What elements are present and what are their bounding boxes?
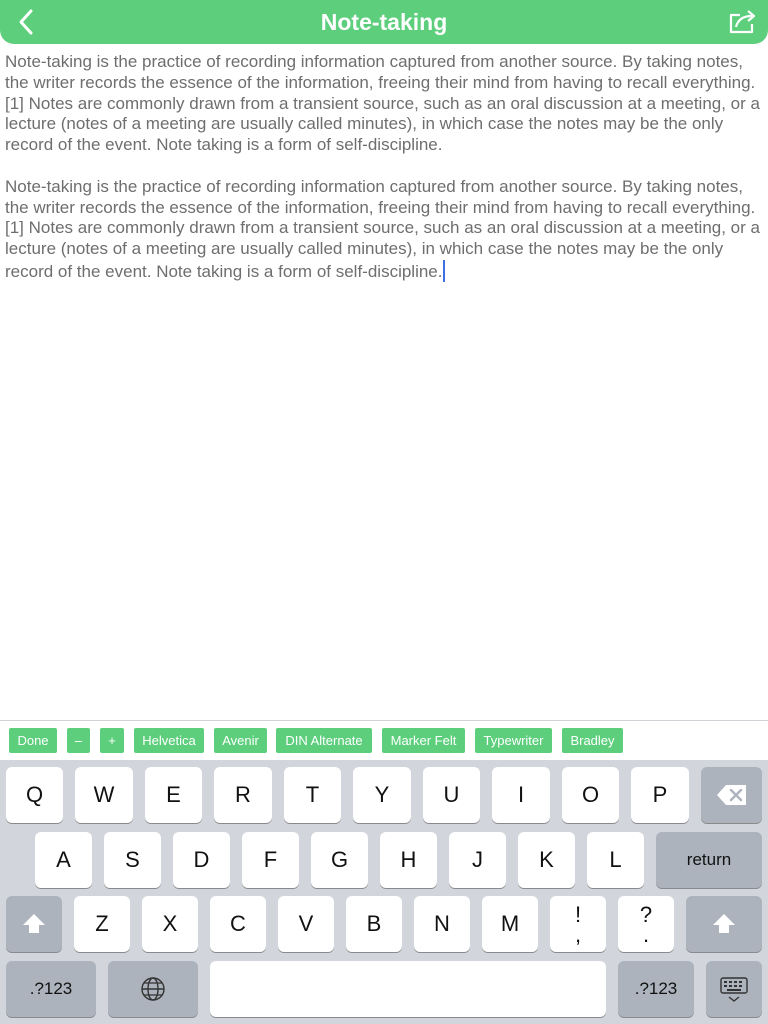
numbers-key-left[interactable]: .?123 [6, 961, 96, 1017]
text-caret [443, 260, 445, 282]
key-a[interactable]: A [35, 832, 92, 888]
key-g[interactable]: G [311, 832, 368, 888]
key-t[interactable]: T [284, 767, 341, 823]
key-c[interactable]: C [210, 896, 266, 952]
page-title: Note-taking [320, 9, 448, 35]
key-i[interactable]: I [492, 767, 550, 823]
key-question-period-label: ? . [639, 902, 653, 948]
key-l[interactable]: L [587, 832, 644, 888]
note-paragraph-text[interactable]: Note-taking is the practice of recording information captured from another source. By taking notes, the writer records the essence of the information, freeing their mind from having to recall everything.[1] Notes are commonly drawn from a transient source, such as an oral discussion at a meeting, or a lecture (notes of a meeting are usually called minutes), in which case the notes may be the only record of the event. Note taking is a form of self-discipline. [5, 176, 760, 281]
share-button[interactable] [728, 8, 758, 36]
key-o[interactable]: O [562, 767, 619, 823]
keyboard-dismiss-icon [719, 961, 749, 1017]
key-question-period[interactable] [618, 896, 674, 952]
space-key[interactable] [210, 961, 606, 1017]
shift-icon [21, 896, 47, 952]
navigation-bar [0, 0, 768, 44]
onscreen-keyboard [0, 760, 768, 1024]
key-z[interactable]: Z [74, 896, 130, 952]
key-j[interactable]: J [449, 832, 506, 888]
shift-key-left[interactable] [6, 896, 62, 952]
done-button[interactable]: Done [9, 728, 57, 753]
key-v[interactable]: V [278, 896, 334, 952]
font-din-alternate-button[interactable]: DIN Alternate [276, 728, 372, 753]
key-exclamation-comma-label: ! , [574, 902, 582, 948]
globe-icon [140, 961, 166, 1017]
key-n[interactable]: N [414, 896, 470, 952]
key-p[interactable]: P [631, 767, 689, 823]
key-e[interactable]: E [145, 767, 202, 823]
key-h[interactable]: H [380, 832, 437, 888]
key-w[interactable]: W [75, 767, 133, 823]
globe-key[interactable] [108, 961, 198, 1017]
font-typewriter-button[interactable]: Typewriter [475, 728, 552, 753]
key-exclamation-comma[interactable] [550, 896, 606, 952]
key-q[interactable]: Q [6, 767, 63, 823]
key-f[interactable]: F [242, 832, 299, 888]
shift-icon [711, 896, 737, 952]
increase-font-button[interactable]: + [100, 728, 124, 753]
return-key[interactable]: return [656, 832, 762, 888]
note-paragraph[interactable]: Note-taking is the practice of recording information captured from another source. By taking notes, the writer records the essence of the information, freeing their mind from having to recall everything.[1] Notes are commonly drawn from a transient source, such as an oral discussion at a meeting, or a lecture (notes of a meeting are usually called minutes), in which case the notes may be the only record of the event. Note taking is a form of self-discipline. [5, 52, 760, 155]
note-paragraph[interactable] [5, 177, 765, 283]
font-marker-felt-button[interactable]: Marker Felt [382, 728, 465, 753]
backspace-key[interactable] [701, 767, 762, 823]
key-r[interactable]: R [214, 767, 272, 823]
key-s[interactable]: S [104, 832, 161, 888]
font-helvetica-button[interactable]: Helvetica [134, 728, 204, 753]
key-u[interactable]: U [423, 767, 480, 823]
dismiss-keyboard-key[interactable] [706, 961, 762, 1017]
key-m[interactable]: M [482, 896, 538, 952]
share-icon [728, 8, 758, 36]
numbers-key-right[interactable]: .?123 [618, 961, 694, 1017]
key-y[interactable]: Y [353, 767, 411, 823]
font-avenir-button[interactable]: Avenir [214, 728, 267, 753]
decrease-font-button[interactable]: – [67, 728, 90, 753]
font-bradley-button[interactable]: Bradley [562, 728, 623, 753]
backspace-icon [715, 767, 749, 823]
shift-key-right[interactable] [686, 896, 762, 952]
note-editor[interactable] [5, 52, 765, 304]
key-x[interactable]: X [142, 896, 198, 952]
key-d[interactable]: D [173, 832, 230, 888]
format-toolbar [0, 720, 768, 760]
key-k[interactable]: K [518, 832, 575, 888]
key-b[interactable]: B [346, 896, 402, 952]
